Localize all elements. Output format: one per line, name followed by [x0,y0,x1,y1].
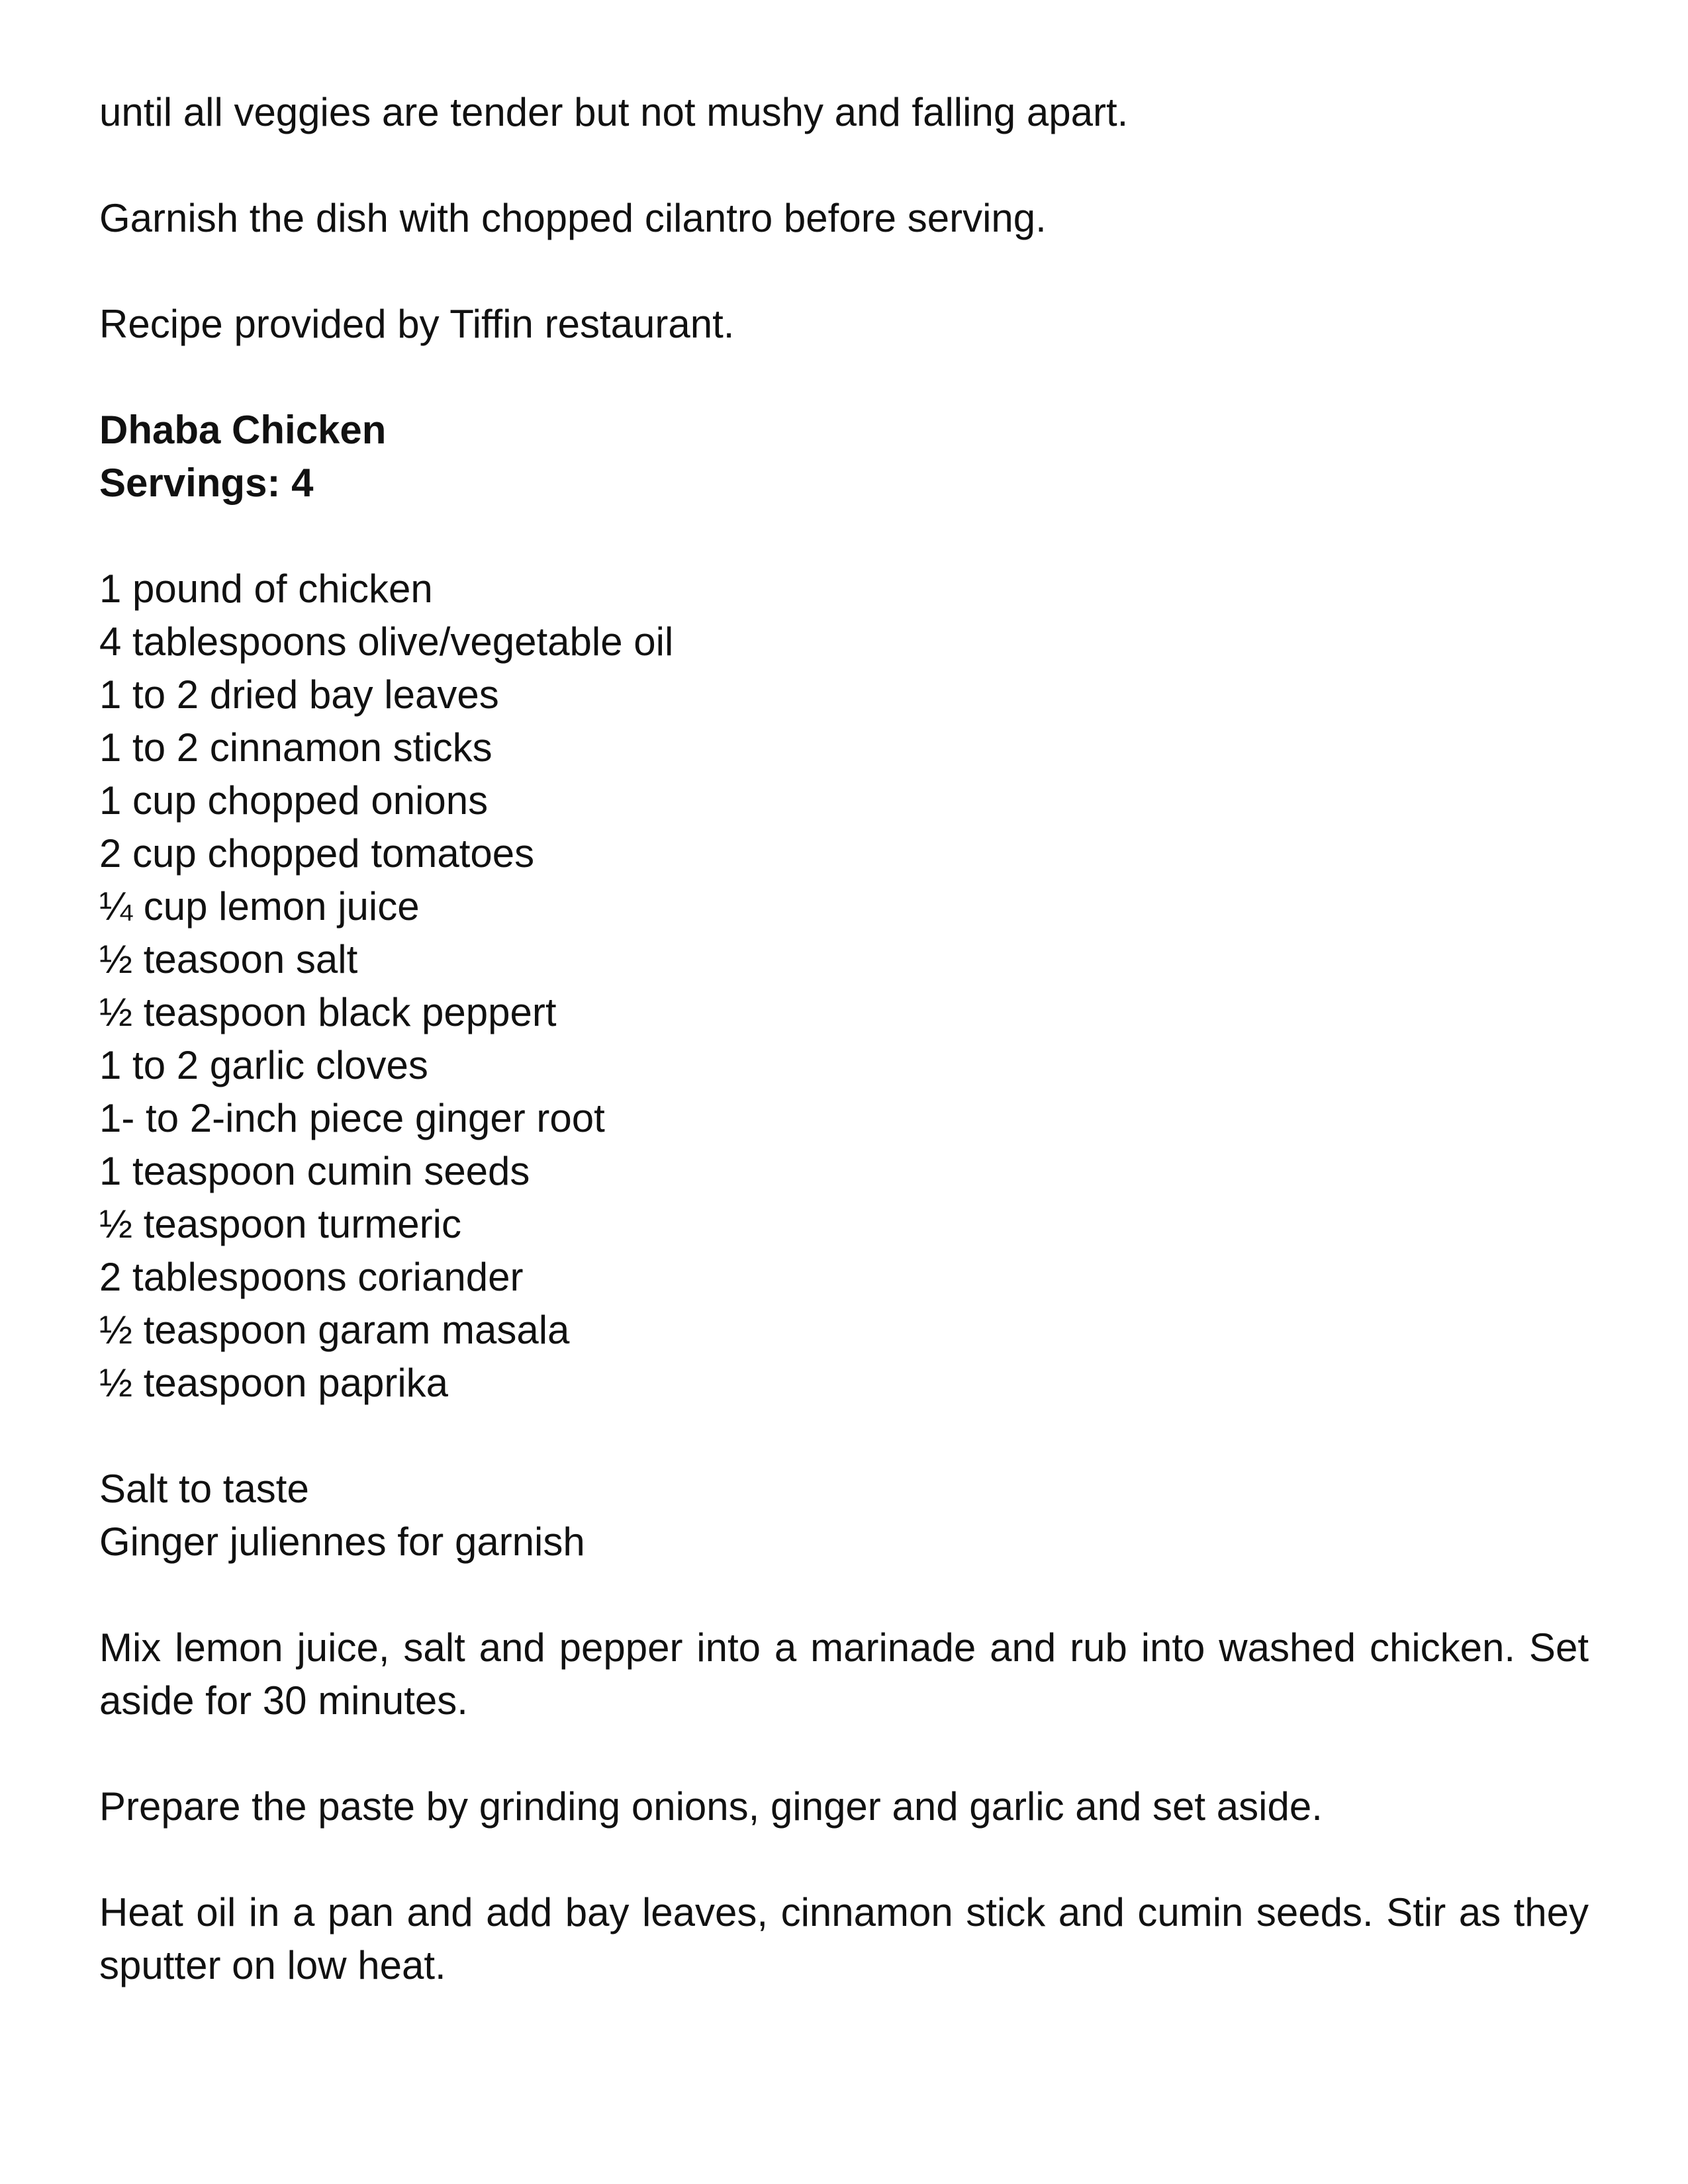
ingredient-item: 2 tablespoons coriander [99,1255,524,1299]
ingredient-item: 1 to 2 cinnamon sticks [99,725,492,770]
ingredient-item: 1 to 2 garlic cloves [99,1043,428,1087]
recipe-header [99,404,1589,510]
intro-paragraph-1: until all veggies are tender but not mushy and falling apart. [99,90,1129,134]
ingredient-item: 2 cup chopped tomatoes [99,831,535,876]
ingredient-item: ½ teaspoon black peppert [99,990,557,1034]
recipe-title: Dhaba Chicken [99,408,387,452]
ingredient-list [99,563,1589,1410]
step-paragraph: Heat oil in a pan and add bay leaves, cinnamon stick and cumin seeds. Stir as they sputter on low heat. [99,1890,1589,1987]
ingredient-item: ½ teasoon salt [99,937,358,981]
intro-paragraph-2: Garnish the dish with chopped cilantro before serving. [99,196,1047,240]
ingredient-item: 1- to 2-inch piece ginger root [99,1096,605,1140]
recipe-servings: Servings: 4 [99,461,314,505]
ingredient-item: ½ teaspoon garam masala [99,1308,570,1352]
ingredient-item: 1 to 2 dried bay leaves [99,672,499,717]
extras-list [99,1463,1589,1569]
ingredient-item: ½ teaspoon turmeric [99,1202,461,1246]
ingredient-item: 1 pound of chicken [99,567,433,611]
document-page [99,86,1589,2045]
ingredient-item: 1 cup chopped onions [99,778,489,823]
ingredient-item: ½ teaspoon paprika [99,1361,449,1405]
ingredient-item: 1 teaspoon cumin seeds [99,1149,530,1193]
intro-paragraph-3: Recipe provided by Tiffin restaurant. [99,302,735,346]
step-paragraph: Prepare the paste by grinding onions, ginger and garlic and set aside. [99,1784,1323,1829]
step-paragraph: Mix lemon juice, salt and pepper into a marinade and rub into washed chicken. Set aside for 30 minutes. [99,1625,1589,1723]
extra-item: Ginger juliennes for garnish [99,1520,585,1564]
ingredient-item: ¼ cup lemon juice [99,884,420,929]
ingredient-item: 4 tablespoons olive/vegetable oil [99,619,674,664]
extra-item: Salt to taste [99,1467,309,1511]
